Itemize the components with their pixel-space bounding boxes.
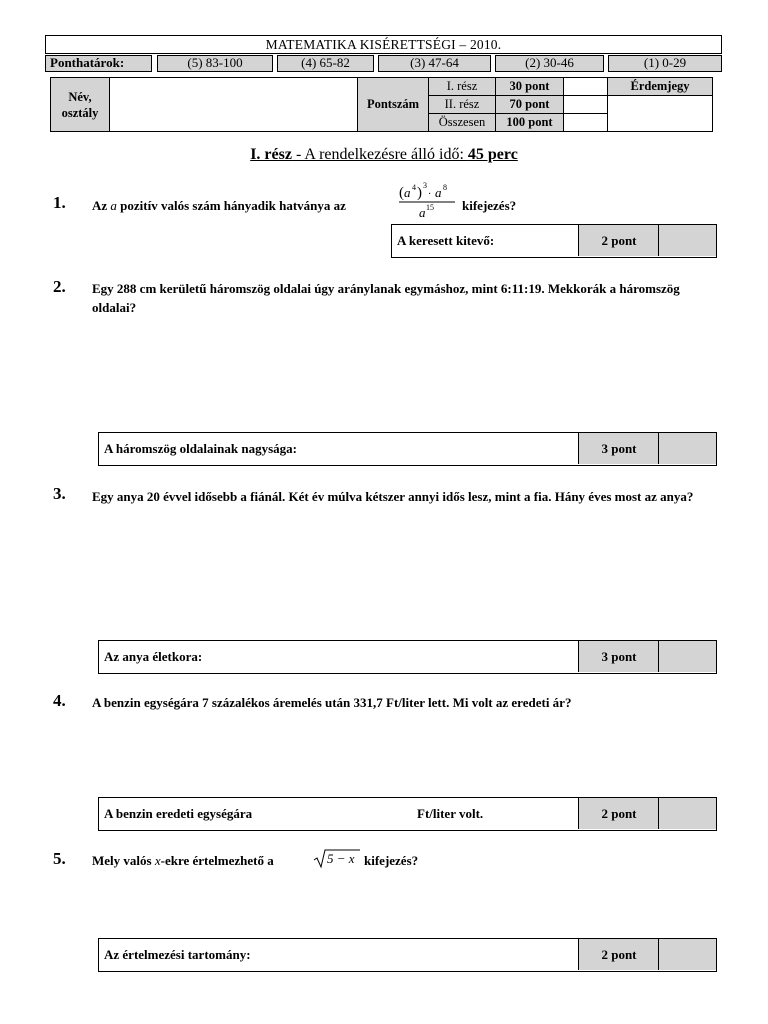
question-5-number: 5. <box>53 849 66 868</box>
svg-text:4: 4 <box>412 183 416 192</box>
svg-text:15: 15 <box>426 203 434 212</box>
threshold-2: (2) 30-46 <box>495 55 604 72</box>
question-1-text: Az a pozitív valós szám hányadik hatványa az <box>92 198 346 213</box>
svg-text:·: · <box>428 189 432 200</box>
question-5-text: Mely valós x-ekre értelmezhető a <box>92 853 274 868</box>
thresholds-label: Ponthatárok: <box>45 55 152 72</box>
svg-text:): ) <box>417 185 422 201</box>
question-5-text-end: kifejezés? <box>364 853 419 868</box>
sqrt-radicand: 5 − x <box>327 851 355 866</box>
answer-5-points: 2 pont <box>578 939 659 970</box>
exam-title-text: MATEMATIKA KISÉRETTSÉGI – 2010. <box>265 37 502 52</box>
name-label-cell: Név, osztály <box>51 78 110 132</box>
answer-2-label: A háromszög oldalainak nagysága: <box>104 441 297 456</box>
svg-text:3: 3 <box>423 181 427 190</box>
question-4-number: 4. <box>53 691 66 710</box>
part1-score-field[interactable] <box>564 78 608 96</box>
section-part: I. rész <box>250 146 292 163</box>
answer-box-2 <box>98 432 717 466</box>
answer-2-score-field[interactable] <box>658 433 716 464</box>
answer-1-score-field[interactable] <box>658 225 716 256</box>
answer-4-score-field[interactable] <box>658 798 716 829</box>
svg-text:a: a <box>419 205 426 220</box>
svg-text:a: a <box>435 185 442 200</box>
question-4-text: A benzin egységára 7 százalékos áremelés után 331,7 Ft/liter lett. Mi volt az eredeti ár? <box>92 695 572 710</box>
part2-points: 70 pont <box>496 96 564 114</box>
part2-label: II. rész <box>429 96 496 114</box>
answer-4-suffix: Ft/liter volt. <box>417 806 484 821</box>
question-3-number: 3. <box>53 484 66 503</box>
threshold-5: (5) 83-100 <box>157 55 273 72</box>
name-field[interactable] <box>110 78 358 132</box>
svg-text:8: 8 <box>443 183 447 192</box>
var-x: x <box>154 853 161 868</box>
sqrt-formula <box>313 848 361 870</box>
section-title <box>0 146 768 164</box>
threshold-4: (4) 65-82 <box>277 55 374 72</box>
threshold-3: (3) 47-64 <box>378 55 491 72</box>
question-2-text: Egy 288 cm kerületű háromszög oldalai úgy aránylanak egymáshoz, mint 6:11:19. Mekkorák a háromszög oldalai? <box>92 281 680 315</box>
question-2-number: 2. <box>53 277 66 296</box>
question-3-text: Egy anya 20 évvel idősebb a fiánál. Két év múlva kétszer annyi idős lesz, mint a fia. Hány éves most az anya? <box>92 489 694 504</box>
fraction-formula-svg <box>397 180 459 224</box>
part1-points: 30 pont <box>496 78 564 96</box>
answer-1-label: A keresett kitevő: <box>397 233 495 248</box>
info-table <box>50 77 713 132</box>
grade-label-cell: Érdemjegy <box>608 78 713 96</box>
answer-4-points: 2 pont <box>578 798 659 829</box>
total-points: 100 pont <box>496 114 564 132</box>
fraction-formula <box>397 180 459 224</box>
answer-box-4 <box>98 797 717 831</box>
answer-3-score-field[interactable] <box>658 641 716 672</box>
answer-3-label: Az anya életkora: <box>104 649 203 664</box>
question-1-text-end: kifejezés? <box>462 198 517 213</box>
section-separator: - A rendelkezésre álló idő: <box>291 146 468 163</box>
grade-field[interactable] <box>608 96 713 132</box>
answer-box-3 <box>98 640 717 674</box>
answer-2-points: 3 pont <box>578 433 659 464</box>
answer-5-label: Az értelmezési tartomány: <box>104 947 251 962</box>
svg-text:(: ( <box>399 185 404 201</box>
threshold-1: (1) 0-29 <box>608 55 722 72</box>
score-label-cell: Pontszám <box>358 78 429 132</box>
section-time: 45 perc <box>467 146 518 163</box>
part1-label: I. rész <box>429 78 496 96</box>
answer-box-1 <box>391 224 717 258</box>
total-label: Összesen <box>429 114 496 132</box>
part2-score-field[interactable] <box>564 96 608 114</box>
svg-text:a: a <box>404 185 411 200</box>
exam-title <box>45 35 722 54</box>
answer-3-points: 3 pont <box>578 641 659 672</box>
answer-1-points: 2 pont <box>578 225 659 256</box>
question-1-number: 1. <box>53 193 66 212</box>
total-score-field[interactable] <box>564 114 608 132</box>
answer-5-score-field[interactable] <box>658 939 716 970</box>
var-a: a <box>110 198 117 213</box>
answer-box-5 <box>98 938 717 972</box>
answer-4-label: A benzin eredeti egységára <box>104 806 253 821</box>
